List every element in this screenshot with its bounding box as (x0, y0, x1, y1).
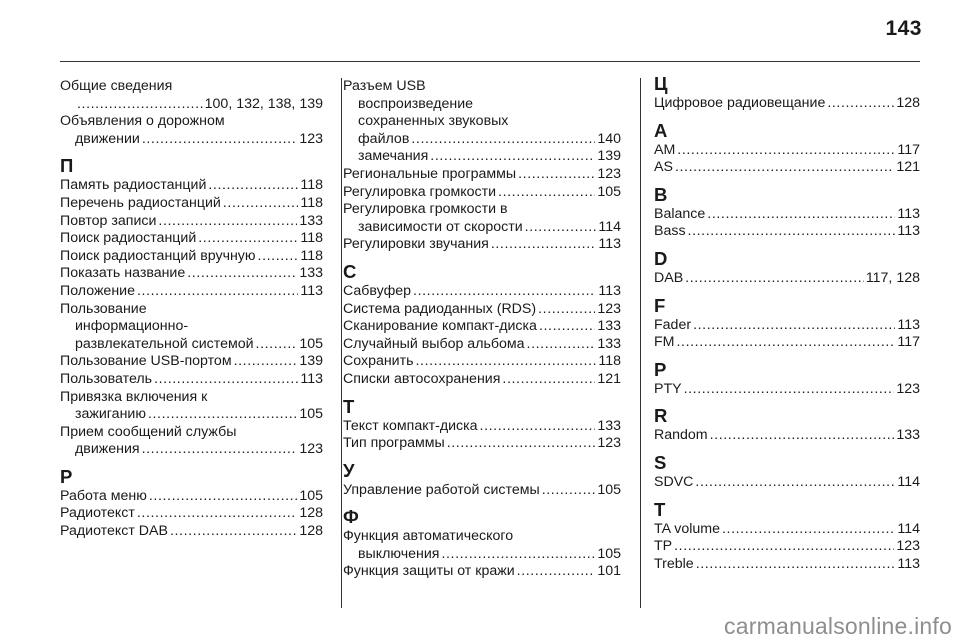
dot-leader (685, 270, 864, 288)
index-term: Treble (654, 555, 694, 572)
index-entry (343, 528, 621, 563)
index-term: зажиганию (75, 406, 146, 423)
page-reference: 114 (598, 218, 621, 235)
page-reference: 123 (597, 165, 621, 182)
index-entry-line (654, 474, 920, 492)
page-reference: 105 (299, 335, 323, 352)
index-entry-line (654, 521, 920, 539)
dot-leader (518, 166, 595, 184)
page-reference: 114 (897, 520, 920, 537)
index-term: Память радиостанций (60, 177, 207, 194)
dot-leader (695, 474, 895, 492)
index-entry-line (343, 563, 621, 581)
index-term: Случайный выбор альбома (343, 335, 525, 352)
index-entry-line (654, 159, 920, 177)
page-reference: 133 (597, 318, 621, 335)
index-entry (60, 265, 323, 283)
index-entry (60, 96, 323, 114)
index-entry (343, 148, 621, 166)
page-reference: 114 (897, 473, 920, 490)
index-term: движении (75, 130, 140, 147)
index-term: Работа меню (60, 487, 147, 504)
index-entry (343, 184, 621, 202)
index-entry-line (343, 148, 621, 166)
index-entry-line (60, 353, 323, 371)
index-term: Пользователь (60, 370, 153, 387)
dot-leader (696, 556, 896, 574)
index-term: Random (654, 427, 708, 444)
index-entry-line (343, 482, 621, 500)
index-entry (60, 78, 323, 96)
dot-leader (707, 206, 895, 224)
dot-leader (710, 427, 895, 445)
index-term: Функция защиты от кражи (343, 563, 515, 580)
dot-leader (154, 371, 298, 389)
index-term: FM (654, 334, 675, 351)
page-reference: 133 (597, 417, 621, 434)
page-reference: 128 (896, 95, 920, 111)
index-entry (343, 336, 621, 354)
index-entry-line (654, 223, 920, 241)
index-entry (654, 427, 920, 445)
index-letter-heading: B (654, 183, 668, 205)
index-entry-line (343, 371, 621, 389)
dot-leader (498, 184, 595, 202)
index-letter-heading: Т (343, 395, 355, 417)
page-reference: 123 (299, 441, 323, 458)
index-entry-line (60, 96, 323, 114)
page-reference: 118 (598, 353, 621, 370)
index-entry (60, 177, 323, 195)
dot-leader (542, 482, 596, 500)
index-term: Привязка включения к (60, 388, 208, 405)
page-reference: 105 (597, 183, 621, 200)
index-letter-heading: С (343, 260, 357, 282)
index-term: Сохранить (343, 353, 414, 370)
page-reference: 133 (299, 265, 323, 282)
page-reference: 117 (897, 141, 920, 158)
header-rule (60, 61, 920, 62)
page-reference: 121 (896, 159, 920, 176)
index-term: Разъем USB (343, 78, 426, 94)
dot-leader (677, 334, 896, 352)
index-entry-line (60, 406, 323, 424)
page-reference: 113 (300, 282, 323, 299)
index-entry (60, 301, 323, 354)
index-term: Управление работой системы (343, 481, 540, 498)
index-letter-heading: S (654, 451, 667, 473)
dot-leader (502, 371, 595, 389)
index-term: выключения (358, 545, 440, 562)
dot-leader (137, 283, 298, 301)
index-term: Региональные программы (343, 165, 517, 182)
index-entry (343, 283, 621, 301)
index-entry-line (60, 336, 323, 354)
index-entry (60, 488, 323, 506)
page-reference: 133 (896, 427, 920, 444)
index-entry-line (343, 166, 621, 184)
index-entry (654, 521, 920, 539)
index-letter-heading: D (654, 247, 668, 269)
index-term: Balance (654, 205, 706, 222)
page-reference: 123 (299, 130, 323, 147)
dot-leader (170, 523, 297, 541)
index-entry-line (60, 248, 323, 266)
page-reference: 113 (897, 316, 920, 333)
index-term: Система радиоданных (RDS) (343, 300, 537, 317)
index-entry (343, 166, 621, 184)
dot-leader (187, 265, 297, 283)
dot-leader (256, 336, 298, 354)
index-entry (60, 195, 323, 213)
index-entry (60, 230, 323, 248)
index-column-2 (343, 78, 621, 581)
index-entry-line (654, 317, 920, 335)
page-reference: 140 (597, 130, 621, 147)
index-entry-line (60, 131, 323, 149)
index-entry (343, 371, 621, 389)
index-term: TA volume (654, 520, 720, 537)
dot-leader (677, 142, 895, 160)
page-reference: 133 (597, 335, 621, 352)
index-entry (343, 435, 621, 453)
index-entry (60, 248, 323, 266)
index-term: Общие сведения (60, 78, 173, 94)
dot-leader (430, 148, 595, 166)
page-reference: 113 (897, 223, 920, 240)
index-term: Тип программы (343, 435, 445, 452)
dot-leader (223, 195, 299, 213)
index-term: AS (654, 159, 673, 176)
page-reference: 123 (597, 300, 621, 317)
index-entry-line (343, 435, 621, 453)
index-term: Показать название (60, 265, 186, 282)
index-entry-line (654, 270, 920, 288)
index-entry (654, 538, 920, 556)
index-letter-heading: R (654, 405, 668, 427)
page-reference: 105 (597, 481, 621, 498)
dot-leader (158, 213, 297, 231)
index-entry (60, 505, 323, 523)
index-entry-line (343, 318, 621, 336)
index-entry-line (343, 353, 621, 371)
page-reference: 139 (597, 148, 621, 165)
dot-leader (258, 248, 299, 266)
index-letter-heading: У (343, 459, 355, 481)
index-term: Повтор записи (60, 212, 157, 229)
index-entry-line (60, 523, 323, 541)
page-reference: 113 (598, 282, 621, 299)
index-entry (654, 159, 920, 177)
index-entry-line (60, 213, 323, 231)
index-term: Положение (60, 282, 135, 299)
page-reference: 101 (597, 563, 621, 580)
column-divider (640, 78, 641, 608)
index-letter-heading: T (654, 498, 666, 520)
index-entry (60, 353, 323, 371)
index-term: Fader (654, 316, 692, 333)
index-entry (654, 142, 920, 160)
index-term: Цифровое радиовещание (654, 95, 826, 111)
dot-leader (684, 381, 895, 399)
page-reference: 113 (300, 370, 323, 387)
dot-leader (693, 317, 895, 335)
dot-leader (234, 353, 298, 371)
index-term: зависимости от скорости (358, 218, 523, 235)
index-entry (654, 334, 920, 352)
dot-leader (525, 219, 597, 237)
index-term: Функция автоматического (343, 528, 514, 545)
index-term: Регулировки звучания (343, 236, 489, 253)
index-entry-line (60, 230, 323, 248)
index-entry-line (60, 265, 323, 283)
index-entry (343, 482, 621, 500)
index-term: Перечень радиостанций (60, 194, 221, 211)
dot-leader (538, 301, 595, 319)
page-reference: 117, 128 (865, 269, 920, 286)
index-letter-heading: F (654, 294, 666, 316)
index-entry (654, 270, 920, 288)
index-entry (343, 353, 621, 371)
page-reference: 118 (300, 194, 323, 211)
page-reference: 118 (300, 177, 323, 194)
index-letter-heading: P (654, 358, 667, 380)
index-letter-heading: Ф (343, 506, 359, 528)
index-entry (654, 381, 920, 399)
index-entry-line (654, 142, 920, 160)
index-entry-line (343, 418, 621, 436)
dot-leader (77, 96, 203, 114)
dot-leader (142, 441, 298, 459)
index-entry-line (60, 505, 323, 523)
page-reference: 123 (896, 380, 920, 397)
index-entry (60, 283, 323, 301)
index-term: SDVC (654, 473, 694, 490)
index-term: развлекательной системой (75, 335, 254, 352)
index-term: Радиотекст (60, 505, 135, 522)
index-entry (654, 206, 920, 224)
index-entry-line (654, 556, 920, 574)
page-reference: 118 (300, 230, 323, 247)
index-term: сохраненных звуковых (358, 113, 509, 130)
index-entry-line (654, 334, 920, 352)
index-term: движения (75, 441, 140, 458)
index-entry (654, 223, 920, 241)
index-entry-line (654, 538, 920, 556)
index-entry (343, 418, 621, 436)
page-reference: 105 (299, 406, 323, 423)
index-entry-line (343, 283, 621, 301)
index-entry-line (654, 427, 920, 445)
index-entry (654, 95, 920, 113)
page-reference: 105 (299, 487, 323, 504)
index-entry-line (343, 336, 621, 354)
index-term: DAB (654, 269, 684, 286)
index-term: Радиотекст DAB (60, 523, 168, 540)
index-column-1 (60, 78, 323, 541)
index-letter-heading: Р (60, 465, 73, 487)
dot-leader (413, 283, 596, 301)
page-reference: 113 (897, 205, 920, 222)
dot-leader (674, 538, 894, 556)
watermark: carmanualsonline.info (724, 613, 952, 639)
index-entry-line (343, 131, 621, 149)
index-entry (343, 301, 621, 319)
dot-leader (491, 236, 597, 254)
column-divider (341, 78, 342, 608)
index-column-3 (654, 73, 920, 573)
page-reference: 139 (299, 353, 323, 370)
page-reference: 105 (597, 545, 621, 562)
index-term: Объявления о дорожном (60, 113, 225, 130)
dot-leader (539, 318, 595, 336)
page-reference: 113 (897, 555, 920, 572)
index-entry-line (343, 546, 621, 564)
index-entry-line (343, 236, 621, 254)
index-entry (60, 523, 323, 541)
dot-leader (148, 406, 297, 424)
index-entry-line (60, 283, 323, 301)
index-term: PTY (654, 380, 682, 397)
index-term: Регулировка громкости (343, 183, 497, 200)
page-number: 143 (885, 17, 922, 40)
index-entry-line (654, 95, 920, 113)
dot-leader (722, 521, 895, 539)
dot-leader (137, 505, 297, 523)
page-reference: 128 (299, 505, 323, 522)
page-reference: 128 (299, 523, 323, 540)
page-reference: 133 (299, 212, 323, 229)
index-term: Bass (654, 223, 686, 240)
index-entry (654, 556, 920, 574)
index-term: Регулировка громкости в (343, 201, 508, 218)
index-entry (60, 389, 323, 424)
dot-leader (411, 131, 595, 149)
index-entry-line (343, 301, 621, 319)
index-entry-line (343, 184, 621, 202)
index-entry (654, 474, 920, 492)
index-entry (60, 213, 323, 231)
dot-leader (142, 131, 298, 149)
index-entry (654, 317, 920, 335)
index-entry-line (654, 381, 920, 399)
index-term: TP (654, 538, 673, 555)
dot-leader (441, 546, 595, 564)
index-entry-line (60, 195, 323, 213)
index-entry-line (60, 441, 323, 459)
index-entry-line (654, 206, 920, 224)
dot-leader (675, 159, 894, 177)
dot-leader (208, 177, 298, 195)
index-entry (343, 236, 621, 254)
page-reference: 117 (897, 334, 920, 351)
dot-leader (416, 353, 597, 371)
dot-leader (198, 230, 298, 248)
dot-leader (517, 563, 596, 581)
index-letter-heading: П (60, 155, 74, 177)
dot-leader (480, 418, 596, 436)
index-term: Текст компакт-диска (343, 417, 478, 434)
index-entry (343, 563, 621, 581)
dot-leader (447, 435, 596, 453)
index-entry (60, 113, 323, 148)
page-reference: 123 (597, 435, 621, 452)
index-term: Списки автосохранения (343, 370, 501, 387)
page-reference: 113 (598, 236, 621, 253)
index-term: AM (654, 141, 676, 158)
index-term: Поиск радиостанций вручную (60, 247, 256, 264)
page-reference: 118 (300, 247, 323, 264)
index-term: Прием сообщений службы (60, 423, 237, 440)
index-entry (343, 201, 621, 236)
dot-leader (527, 336, 596, 354)
index-term: информационно- (75, 318, 189, 335)
dot-leader (149, 488, 297, 506)
index-term: Сканирование компакт-диска (343, 318, 537, 335)
index-letter-heading: A (654, 119, 668, 141)
index-entry (343, 318, 621, 336)
index-entry-line (60, 177, 323, 195)
index-term: Поиск радиостанций (60, 230, 197, 247)
index-term: файлов (358, 130, 410, 147)
index-term: Пользование (60, 300, 147, 317)
index-entry (60, 371, 323, 389)
index-term: Сабвуфер (343, 282, 412, 299)
index-entry (343, 78, 621, 148)
index-term: воспроизведение (358, 95, 474, 112)
index-term: Пользование USB-портом (60, 353, 232, 370)
page-reference: 121 (597, 370, 621, 387)
page-reference: 123 (896, 538, 920, 555)
dot-leader (827, 95, 894, 113)
page-reference: 100, 132, 138, 139 (204, 95, 323, 112)
index-entry (60, 424, 323, 459)
index-entry-line (343, 219, 621, 237)
index-entry-line (60, 488, 323, 506)
index-letter-heading: Ц (654, 73, 668, 94)
dot-leader (688, 223, 896, 241)
index-entry-line (60, 371, 323, 389)
index-term: замечания (358, 148, 429, 165)
